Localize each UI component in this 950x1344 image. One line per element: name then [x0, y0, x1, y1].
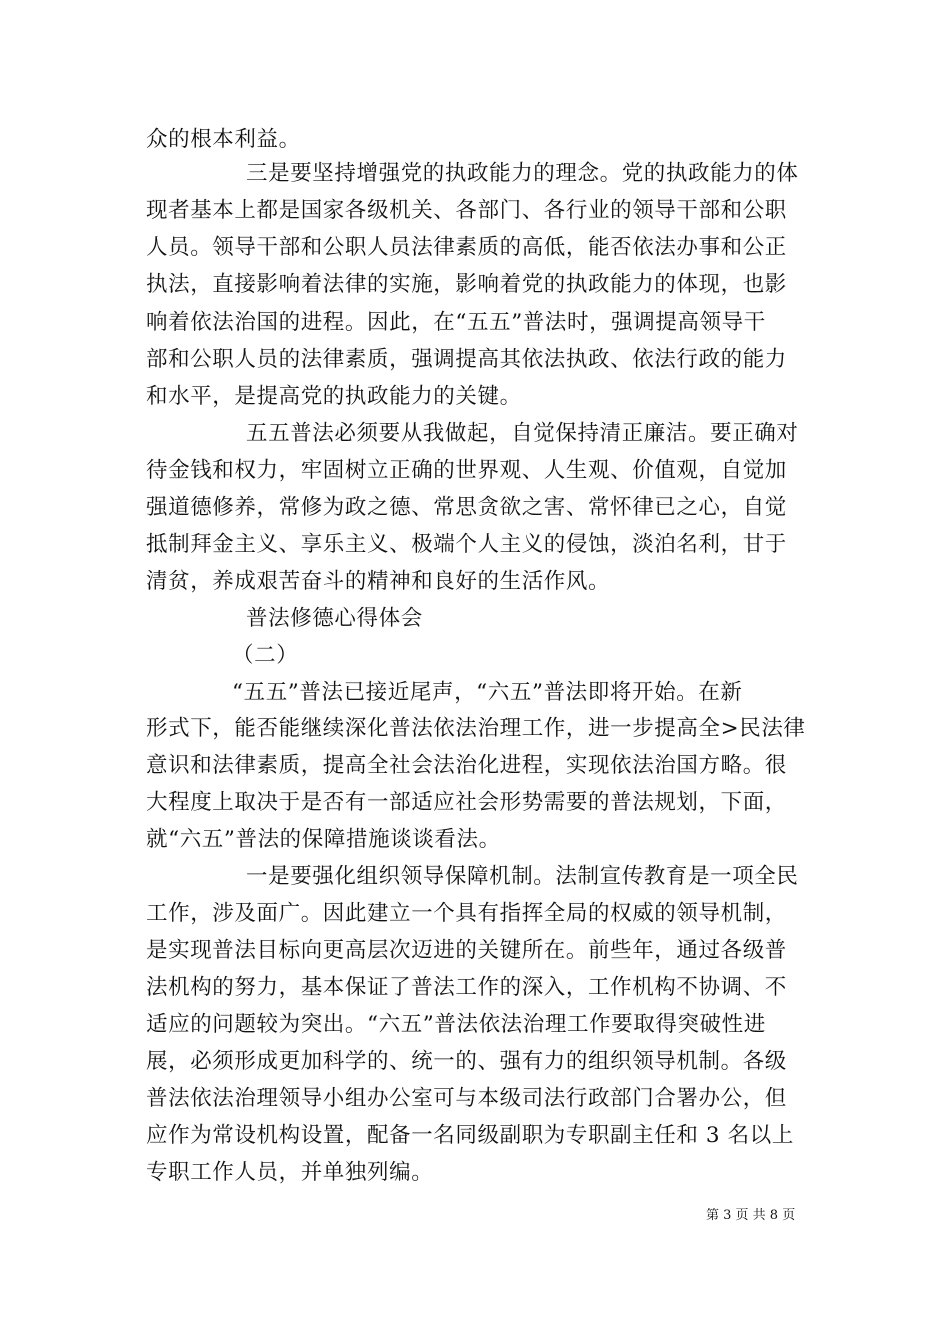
text-line: 大程度上取决于是否有一部适应社会形势需要的普法规划，下面，	[146, 790, 787, 815]
text-line: 三是要坚持增强党的执政能力的理念。党的执政能力的体	[246, 161, 799, 186]
text-line: 抵制拜金主义、享乐主义、极端个人主义的侵蚀，淡泊名利，甘于	[146, 532, 787, 557]
section-number: （二）	[232, 643, 299, 668]
text-line: 部和公职人员的法律素质，强调提高其依法执政、依法行政的能力	[146, 347, 787, 372]
text-line: 展，必须形成更加科学的、统一的、强有力的组织领导机制。各级	[146, 1049, 787, 1074]
text-line: 响着依法治国的进程。因此，在“五五”普法时，强调提高领导干	[146, 310, 766, 335]
text-line: 适应的问题较为突出。“六五”普法依法治理工作要取得突破性进	[146, 1012, 766, 1037]
text-line: 现者基本上都是国家各级机关、各部门、各行业的领导干部和公职	[146, 198, 787, 223]
text-line: 专职工作人员，并单独列编。	[146, 1160, 434, 1185]
text-line: 普法依法治理领导小组办公室可与本级司法行政部门合署办公，但	[146, 1086, 787, 1111]
text-line: 法机构的努力，基本保证了普法工作的深入，工作机构不协调、不	[146, 975, 787, 1000]
page-number: 第 3 页 共 8 页	[706, 1208, 796, 1223]
text-line: 五五普法必须要从我做起，自觉保持清正廉洁。要正确对	[246, 421, 799, 446]
text-line: 执法，直接影响着法律的实施，影响着党的执政能力的体现，也影	[146, 272, 787, 297]
text-line: 人员。领导干部和公职人员法律素质的高低，能否依法办事和公正	[146, 235, 787, 260]
text-line: 是实现普法目标向更高层次迈进的关键所在。前些年，通过各级普	[146, 938, 787, 963]
text-line: 一是要强化组织领导保障机制。法制宣传教育是一项全民	[246, 864, 799, 889]
text-line: 形式下，能否能继续深化普法依法治理工作，进一步提高全>民法律	[146, 716, 806, 741]
text-line: 工作，涉及面广。因此建立一个具有指挥全局的权威的领导机制，	[146, 901, 787, 926]
section-heading: 普法修德心得体会	[246, 606, 423, 631]
text-line: 应作为常设机构设置，配备一名同级副职为专职副主任和 3 名以上	[146, 1123, 794, 1148]
text-line: 清贫，养成艰苦奋斗的精神和良好的生活作风。	[146, 569, 611, 594]
text-line: 众的根本利益。	[146, 127, 301, 152]
text-line: 待金钱和权力，牢固树立正确的世界观、人生观、价值观，自觉加	[146, 458, 787, 483]
text-line: “五五”普法已接近尾声，“六五”普法即将开始。在新	[232, 680, 743, 705]
text-line: 强道德修养，常修为政之德、常思贪欲之害、常怀律已之心，自觉	[146, 495, 787, 520]
text-line: 和水平，是提高党的执政能力的关键。	[146, 384, 522, 409]
text-line: 就“六五”普法的保障措施谈谈看法。	[146, 827, 501, 852]
text-line: 意识和法律素质，提高全社会法治化进程，实现依法治国方略。很	[146, 753, 787, 778]
